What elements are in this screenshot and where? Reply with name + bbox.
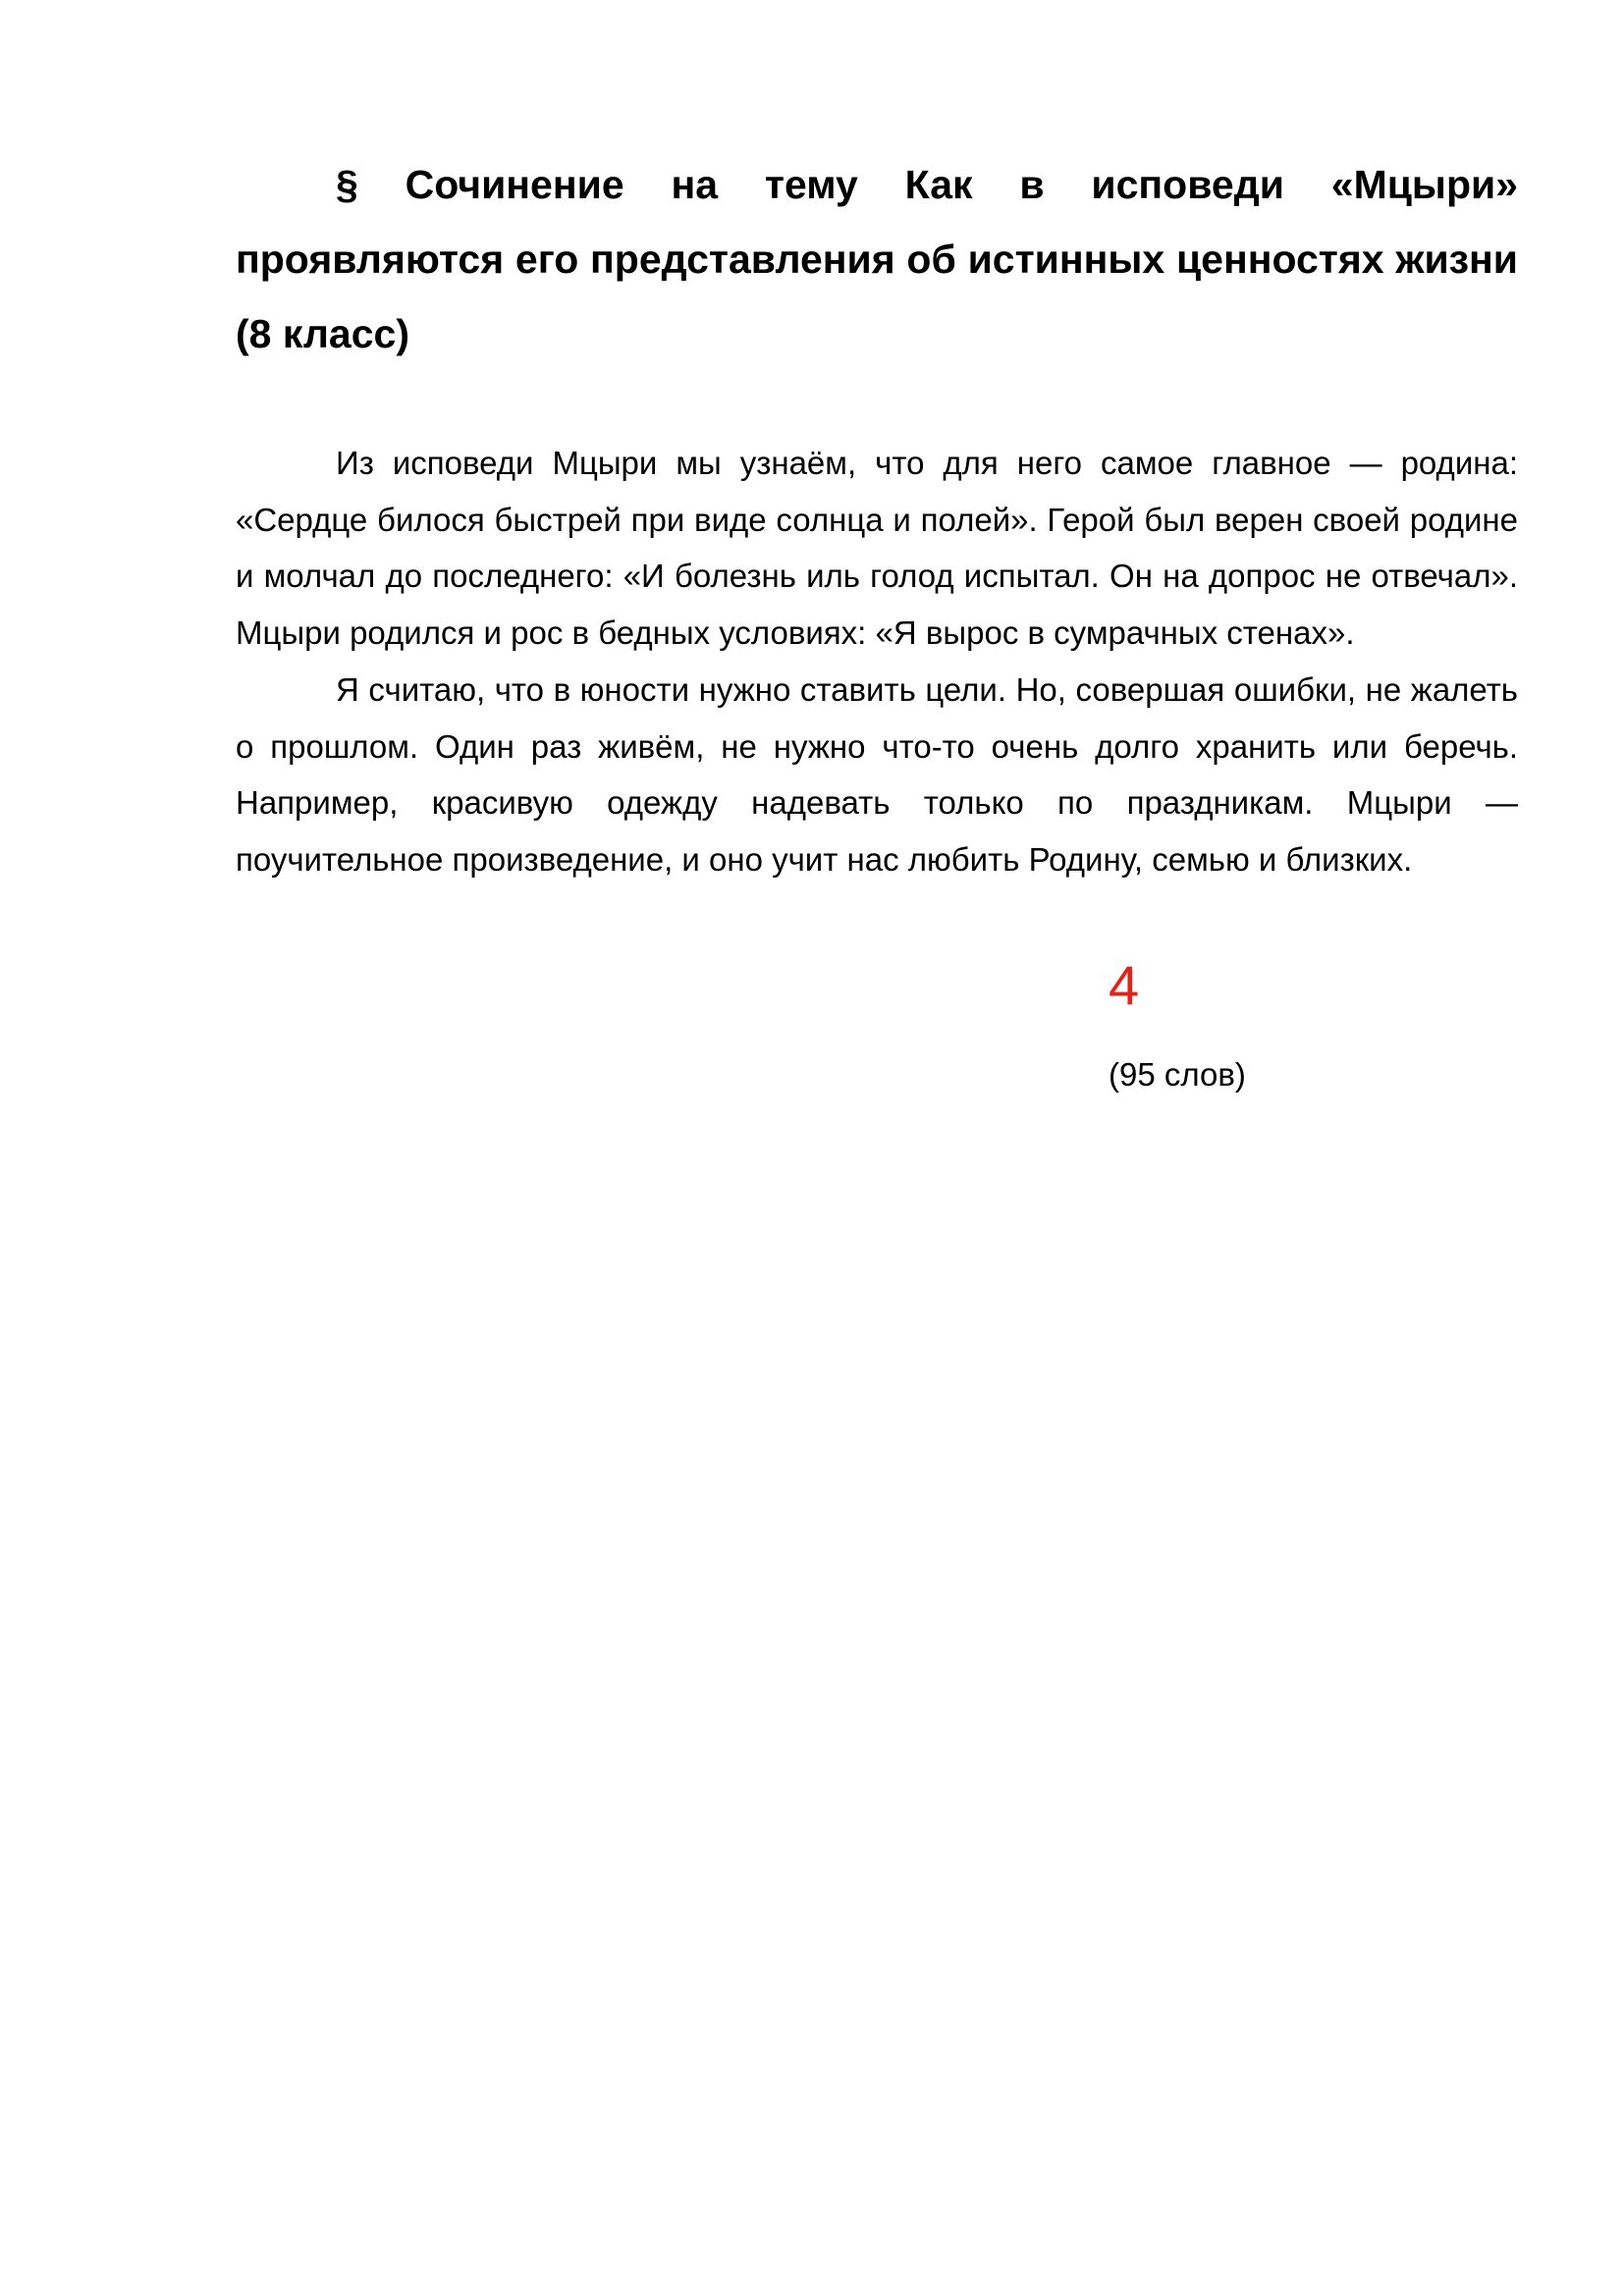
essay-title: § Сочинение на тему Как в исповеди «Мцыри» проявляются его представления об истинных ценностях жизни (8 класс) [236,162,1518,356]
word-count: (95 слов) [1109,1056,1246,1093]
essay-paragraph: Я считаю, что в юности нужно ставить цели. Но, совершая ошибки, не жалеть о прошлом. Один раз живём, не нужно что-то очень долго хранить или беречь. Например, красивую одежду надевать только по праздникам. Мцыри — поучительное произведение, и оно учит нас любить Родину, семью и близких. [236,671,1518,878]
grade-mark: 4 [1109,954,1140,1016]
essay-body [236,435,1518,888]
essay-paragraph: Из исповеди Мцыри мы узнаём, что для него самое главное — родина: «Сердце билося быстрей при виде солнца и полей». Герой был верен своей родине и молчал до последнего: «И болезнь иль голод испытал. Он на допрос не отвечал». Мцыри родился и рос в бедных условиях: «Я вырос в сумрачных стенах». [236,445,1518,651]
